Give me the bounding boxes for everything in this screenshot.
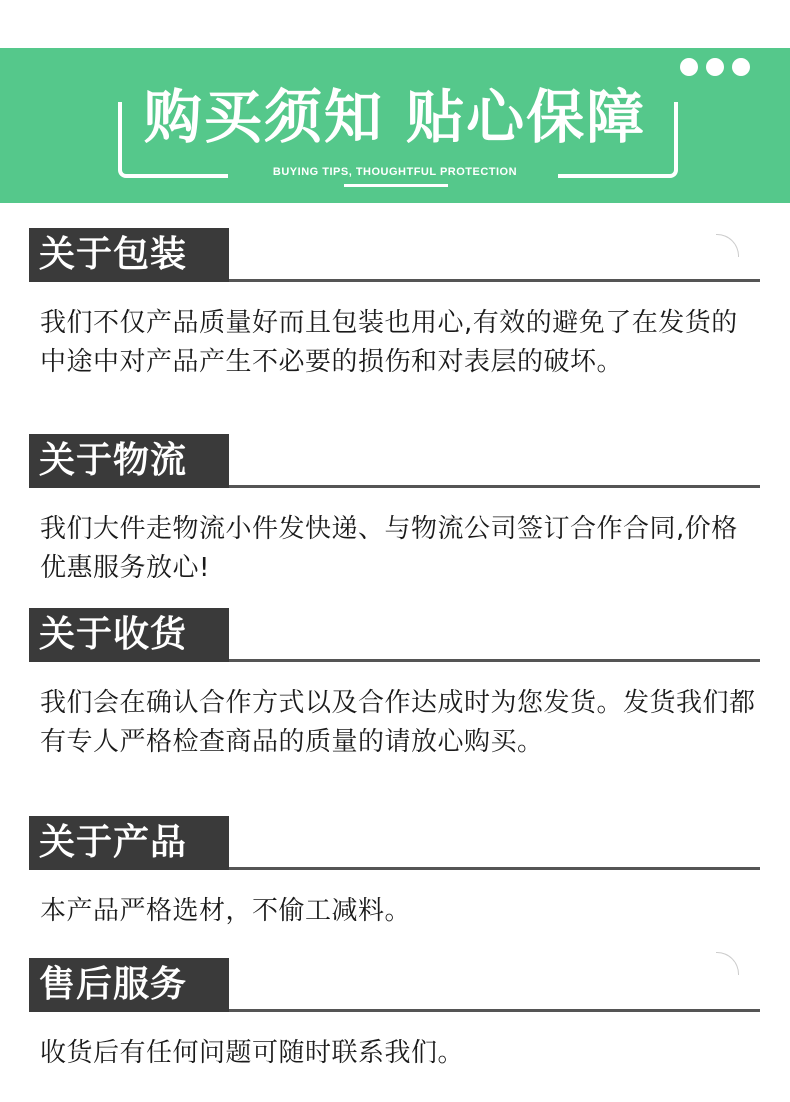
section-divider (229, 1009, 760, 1012)
section-heading: 关于物流 (29, 434, 229, 488)
section-divider (229, 485, 760, 488)
subtitle-underline (344, 184, 448, 187)
section-after-sales (0, 958, 790, 1073)
section-packaging (0, 228, 790, 382)
section-header (0, 958, 790, 1012)
section-body: 收货后有任何问题可随时联系我们。 (40, 1038, 465, 1068)
banner-subtitle: BUYING TIPS, THOUGHTFUL PROTECTION (272, 166, 518, 178)
section-divider (229, 279, 760, 282)
section-divider (229, 659, 760, 662)
section-heading: 关于收货 (29, 608, 229, 662)
section-body: 我们大件走物流小件发快递、与物流公司签订合作合同,价格优惠服务放心! (40, 514, 738, 583)
section-heading: 售后服务 (29, 958, 229, 1012)
section-heading: 关于产品 (29, 816, 229, 870)
section-header (0, 434, 790, 488)
section-heading: 关于包装 (29, 228, 229, 282)
section-body: 我们不仅产品质量好而且包装也用心,有效的避免了在发货的中途中对产品产生不必要的损伤和对表层的破坏。 (40, 308, 738, 377)
section-header (0, 228, 790, 282)
section-receiving (0, 608, 790, 762)
section-header (0, 816, 790, 870)
section-header (0, 608, 790, 662)
banner-title: 购买须知 贴心保障 (143, 83, 647, 151)
section-body: 本产品严格选材，不偷工减料。 (40, 896, 412, 926)
section-body: 我们会在确认合作方式以及合作达成时为您发货。发货我们都有专人严格检查商品的质量的请放心购买。 (40, 688, 756, 757)
header-banner (0, 48, 790, 203)
section-product (0, 816, 790, 931)
section-divider (229, 867, 760, 870)
section-logistics (0, 434, 790, 588)
